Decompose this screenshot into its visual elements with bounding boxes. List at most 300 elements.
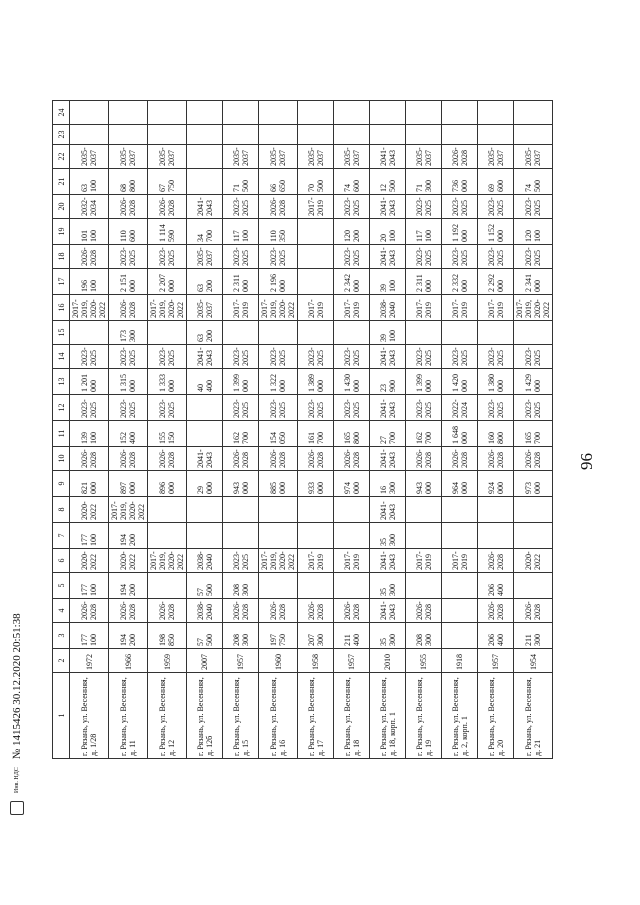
table-cell <box>442 101 478 125</box>
table-cell <box>406 101 442 125</box>
table-cell: 35 300 <box>370 573 406 599</box>
table-cell <box>478 125 514 145</box>
column-number: 14 <box>53 345 70 369</box>
table-cell: 2035-2037 <box>223 145 259 169</box>
address-cell: г. Рязань, ул. Весенняя, д. 20 <box>478 673 514 759</box>
column-number: 13 <box>53 369 70 395</box>
table-cell: 1 315 000 <box>109 369 148 395</box>
table-cell: 2017-2019 <box>298 195 334 219</box>
table-cell: 2035-2037 <box>514 145 553 169</box>
table-cell <box>334 101 370 125</box>
table-cell: 110 600 <box>109 219 148 245</box>
column-number: 18 <box>53 245 70 269</box>
table-cell: 2023-2025 <box>514 245 553 269</box>
table-cell: 2023-2025 <box>259 395 298 421</box>
table-row <box>187 101 223 759</box>
table-cell: 16 300 <box>370 471 406 497</box>
column-number: 4 <box>53 599 70 623</box>
address-cell: г. Рязань, ул. Весенняя, д. 1/28 <box>70 673 109 759</box>
table-cell: 2041-2043 <box>187 447 223 471</box>
table-cell: 2 151 000 <box>109 269 148 295</box>
table-cell: 2020-2022 <box>514 549 553 573</box>
table-cell: 2026-2028 <box>259 599 298 623</box>
table-cell: 2041-2043 <box>370 497 406 523</box>
table-cell: 165 800 <box>334 421 370 447</box>
table-cell <box>148 497 187 523</box>
coat-of-arms-icon <box>10 801 24 815</box>
table-cell: 1 420 000 <box>442 369 478 395</box>
table-cell: 1960 <box>259 649 298 673</box>
table-cell: 974 000 <box>334 471 370 497</box>
table-cell: 2 341 000 <box>514 269 553 295</box>
table-cell: 2 292 000 <box>478 269 514 295</box>
table-cell: 2 311 000 <box>223 269 259 295</box>
table-cell: 2026-2028 <box>259 447 298 471</box>
table-cell <box>148 523 187 549</box>
table-cell <box>298 125 334 145</box>
table-cell: 2026-2028 <box>298 447 334 471</box>
table-cell <box>298 497 334 523</box>
table-cell: 2023-2025 <box>334 395 370 421</box>
address-cell: г. Рязань, ул. Весенняя, д. 18 <box>334 673 370 759</box>
table-cell: 2026-2028 <box>514 599 553 623</box>
table-cell: 2023-2025 <box>406 245 442 269</box>
table-cell: 1957 <box>478 649 514 673</box>
table-cell <box>298 523 334 549</box>
table-cell <box>442 125 478 145</box>
table-cell: 68 800 <box>109 169 148 195</box>
table-cell: 139 100 <box>70 421 109 447</box>
address-cell: г. Рязань, ул. Весенняя, д. 11 <box>109 673 148 759</box>
table-cell: 177 100 <box>70 623 109 649</box>
table-cell: 2017-2019, 2020-2022 <box>70 295 109 321</box>
address-cell: г. Рязань, ул. Весенняя, д. 12 <box>148 673 187 759</box>
table-cell: 27 700 <box>370 421 406 447</box>
number-sign: № <box>11 748 23 760</box>
table-cell <box>478 523 514 549</box>
table-cell: 120 100 <box>514 219 553 245</box>
table-cell: 2035-2037 <box>259 145 298 169</box>
table-cell: 933 000 <box>298 471 334 497</box>
table-cell: 1955 <box>406 649 442 673</box>
table-cell: 1 333 000 <box>148 369 187 395</box>
table-cell: 117 100 <box>406 219 442 245</box>
table-cell <box>70 125 109 145</box>
table-cell <box>514 573 553 599</box>
table-cell: 2023-2025 <box>442 345 478 369</box>
table-cell <box>514 125 553 145</box>
table-cell <box>478 101 514 125</box>
table-cell: 1 322 000 <box>259 369 298 395</box>
table-cell: 2035-2037 <box>109 145 148 169</box>
table-cell: 2023-2025 <box>478 345 514 369</box>
header-row <box>53 101 70 759</box>
page-number: 96 <box>577 453 596 470</box>
table-cell: 2017-2019 <box>223 295 259 321</box>
table-cell: 2023-2025 <box>148 245 187 269</box>
table-cell: 2026-2028 <box>70 245 109 269</box>
table-cell: 2023-2025 <box>478 195 514 219</box>
table-cell: 2023-2025 <box>70 345 109 369</box>
column-number: 23 <box>53 125 70 145</box>
table-cell <box>298 321 334 345</box>
table-cell: 1 430 000 <box>334 369 370 395</box>
table-cell: 2017-2019 <box>298 295 334 321</box>
table-cell: 2026-2028 <box>223 599 259 623</box>
address-cell: г. Рязань, ул. Весенняя, д. 2, корп. 1 <box>442 673 478 759</box>
table-cell <box>478 497 514 523</box>
table-cell <box>70 321 109 345</box>
table-cell: 1 152 000 <box>478 219 514 245</box>
table-cell <box>187 169 223 195</box>
table-cell: 57 500 <box>187 573 223 599</box>
table-cell: 67 750 <box>148 169 187 195</box>
table-cell: 2023-2025 <box>259 245 298 269</box>
table-cell <box>334 573 370 599</box>
table-cell: 2023-2025 <box>223 195 259 219</box>
table-cell: 2 311 000 <box>406 269 442 295</box>
table-cell <box>187 421 223 447</box>
table-cell: 161 700 <box>298 421 334 447</box>
document-number: 1415426 30.12.2020 20:51:38 <box>11 613 23 746</box>
table-cell: 2007 <box>187 649 223 673</box>
table-cell: 2026-2028 <box>109 447 148 471</box>
table-row <box>442 101 478 759</box>
table-cell: 207 300 <box>298 623 334 649</box>
table-cell: 1954 <box>514 649 553 673</box>
table-cell: 2026-2028 <box>442 145 478 169</box>
table-cell: 2017-2019 <box>442 295 478 321</box>
table-cell: 39 100 <box>370 269 406 295</box>
table-cell <box>223 497 259 523</box>
column-number: 2 <box>53 649 70 673</box>
table-cell: 2 207 000 <box>148 269 187 295</box>
table-cell: 162 700 <box>406 421 442 447</box>
table-cell: 943 000 <box>406 471 442 497</box>
table-cell: 2023-2025 <box>478 245 514 269</box>
table-cell <box>334 321 370 345</box>
table-cell: 2026-2028 <box>514 447 553 471</box>
table-cell: 197 750 <box>259 623 298 649</box>
column-number: 5 <box>53 573 70 599</box>
table-cell: 63 200 <box>187 321 223 345</box>
table-cell: 924 000 <box>478 471 514 497</box>
table-cell: 71 300 <box>406 169 442 195</box>
table-cell: 162 700 <box>223 421 259 447</box>
table-cell: 34 700 <box>187 219 223 245</box>
table-cell <box>187 497 223 523</box>
table-cell: 2017-2019, 2020-2022 <box>148 295 187 321</box>
table-cell: 2026-2028 <box>148 195 187 219</box>
table-cell: 2020-2022 <box>70 497 109 523</box>
address-cell: г. Рязань, ул. Весенняя, д. 12б <box>187 673 223 759</box>
table-cell: 1918 <box>442 649 478 673</box>
table-cell: 194 200 <box>109 573 148 599</box>
table-cell <box>406 573 442 599</box>
table-row <box>298 101 334 759</box>
table-cell: 2017-2019 <box>334 295 370 321</box>
table-cell: 206 400 <box>478 573 514 599</box>
table-cell <box>406 523 442 549</box>
table-cell: 101 100 <box>70 219 109 245</box>
table-cell: 2035-2037 <box>187 295 223 321</box>
table-cell <box>148 101 187 125</box>
table-cell: 1957 <box>334 649 370 673</box>
address-cell: г. Рязань, ул. Весенняя, д. 17 <box>298 673 334 759</box>
table-cell <box>298 219 334 245</box>
table-cell <box>514 321 553 345</box>
table-cell: 2023-2025 <box>406 195 442 219</box>
column-number: 17 <box>53 269 70 295</box>
table-row <box>478 101 514 759</box>
table-cell: 35 300 <box>370 623 406 649</box>
table-cell: 1 201 000 <box>70 369 109 395</box>
table-cell: 2023-2025 <box>334 345 370 369</box>
table-cell: 2023-2025 <box>442 245 478 269</box>
table-cell: 57 500 <box>187 623 223 649</box>
table-cell: 2035-2037 <box>298 145 334 169</box>
table-cell <box>148 321 187 345</box>
table-cell: 2026-2028 <box>334 447 370 471</box>
column-number: 11 <box>53 421 70 447</box>
table-cell: 1958 <box>298 649 334 673</box>
column-number: 19 <box>53 219 70 245</box>
table-cell: 206 400 <box>478 623 514 649</box>
table-cell: 208 300 <box>223 573 259 599</box>
column-number: 8 <box>53 497 70 523</box>
table-cell: 173 300 <box>109 321 148 345</box>
table-cell <box>259 497 298 523</box>
table-cell <box>70 101 109 125</box>
table-cell: 2026-2028 <box>148 447 187 471</box>
table-cell: 2041-2043 <box>370 549 406 573</box>
table-cell: 736 000 <box>442 169 478 195</box>
table-cell: 165 700 <box>514 421 553 447</box>
table-cell: 2017-2019 <box>334 549 370 573</box>
table-cell <box>148 125 187 145</box>
table-cell: 2035-2037 <box>334 145 370 169</box>
table-cell <box>334 497 370 523</box>
table-cell: 117 100 <box>223 219 259 245</box>
table-cell <box>298 269 334 295</box>
column-number: 21 <box>53 169 70 195</box>
table-cell <box>187 101 223 125</box>
table-cell: 2017-2019 <box>478 295 514 321</box>
table-cell: 2017-2019 <box>406 295 442 321</box>
table-row <box>514 101 553 759</box>
table-cell: 1 380 000 <box>478 369 514 395</box>
table-cell <box>109 101 148 125</box>
table-cell: 2038-2040 <box>187 549 223 573</box>
table-row <box>148 101 187 759</box>
table-cell: 2 196 000 <box>259 269 298 295</box>
table-cell: 2038-2040 <box>187 599 223 623</box>
table-cell: 2023-2025 <box>148 395 187 421</box>
table-cell: 1 389 000 <box>298 369 334 395</box>
table-cell: 943 000 <box>223 471 259 497</box>
table-cell: 2017-2019 <box>298 549 334 573</box>
column-number: 9 <box>53 471 70 497</box>
table-cell: 2026-2028 <box>259 195 298 219</box>
table-cell: 2041-2043 <box>370 245 406 269</box>
table-row <box>334 101 370 759</box>
table-cell: 2026-2028 <box>148 599 187 623</box>
table-cell: 208 300 <box>406 623 442 649</box>
column-number: 16 <box>53 295 70 321</box>
table-cell <box>442 573 478 599</box>
column-number: 12 <box>53 395 70 421</box>
table-cell: 2023-2025 <box>406 395 442 421</box>
column-number: 20 <box>53 195 70 219</box>
table-cell: 160 800 <box>478 421 514 447</box>
table-row <box>70 101 109 759</box>
table-cell: 177 100 <box>70 573 109 599</box>
table-cell: 2023-2025 <box>514 345 553 369</box>
table-row <box>370 101 406 759</box>
table-cell: 2017-2019, 2020-2022 <box>259 549 298 573</box>
table-cell: 71 500 <box>223 169 259 195</box>
table-cell: 2017-2019, 2020-2022 <box>148 549 187 573</box>
column-number: 10 <box>53 447 70 471</box>
table-cell: 74 600 <box>334 169 370 195</box>
table-cell: 70 500 <box>298 169 334 195</box>
table-cell: 2038-2040 <box>370 295 406 321</box>
table-cell: 2023-2025 <box>223 395 259 421</box>
table-cell: 1 399 000 <box>223 369 259 395</box>
table-cell: 2026-2028 <box>478 549 514 573</box>
table-cell: 23 900 <box>370 369 406 395</box>
table-cell: 35 300 <box>370 523 406 549</box>
table-cell: 2023-2025 <box>223 245 259 269</box>
table-cell: 2041-2043 <box>370 447 406 471</box>
table-cell: 897 000 <box>109 471 148 497</box>
table-cell: 2026-2028 <box>478 447 514 471</box>
table-cell: 74 500 <box>514 169 553 195</box>
table-cell: 120 200 <box>334 219 370 245</box>
column-number: 22 <box>53 145 70 169</box>
table-cell <box>259 321 298 345</box>
table-cell: 2023-2025 <box>223 549 259 573</box>
table-cell: 2041-2043 <box>187 195 223 219</box>
table-cell <box>109 125 148 145</box>
table-cell <box>442 497 478 523</box>
table-cell: 896 000 <box>148 471 187 497</box>
table-cell: 40 400 <box>187 369 223 395</box>
table-cell <box>187 395 223 421</box>
table-cell <box>442 623 478 649</box>
table-cell <box>223 125 259 145</box>
table-cell: 2 342 000 <box>334 269 370 295</box>
table-cell: 69 600 <box>478 169 514 195</box>
table-cell: 2023-2025 <box>259 345 298 369</box>
table-cell: 973 000 <box>514 471 553 497</box>
table-cell: 208 300 <box>223 623 259 649</box>
table-cell: 194 200 <box>109 623 148 649</box>
table-cell: 2017-2019 <box>442 549 478 573</box>
table-cell <box>259 101 298 125</box>
table-cell: 2020-2022 <box>70 549 109 573</box>
table-cell: 2023-2025 <box>298 345 334 369</box>
table-cell <box>406 497 442 523</box>
table-cell: 1 429 000 <box>514 369 553 395</box>
table-cell: 2023-2025 <box>109 345 148 369</box>
table-cell: 1957 <box>223 649 259 673</box>
table-cell: 2041-2043 <box>370 195 406 219</box>
table-cell: 2017-2019, 2020-2022 <box>109 497 148 523</box>
table-cell: 2035-2037 <box>187 245 223 269</box>
column-number: 6 <box>53 549 70 573</box>
address-cell: г. Рязань, ул. Весенняя, д. 21 <box>514 673 553 759</box>
table-cell: 2026-2028 <box>223 447 259 471</box>
table-cell: 29 000 <box>187 471 223 497</box>
table-cell <box>406 321 442 345</box>
table-cell <box>334 125 370 145</box>
table-cell: 2017-2019, 2020-2022 <box>514 295 553 321</box>
table-row <box>223 101 259 759</box>
table-cell: 1966 <box>109 649 148 673</box>
stamp-caption: Инв. НДС <box>14 767 20 793</box>
table-cell <box>187 125 223 145</box>
table-cell: 2023-2025 <box>109 395 148 421</box>
table-cell: 177 100 <box>70 523 109 549</box>
table-cell: 1959 <box>148 649 187 673</box>
table-cell: 155 150 <box>148 421 187 447</box>
table-cell <box>298 573 334 599</box>
table-cell: 194 200 <box>109 523 148 549</box>
table-cell <box>514 523 553 549</box>
table-cell: 2022-2024 <box>442 395 478 421</box>
address-cell: г. Рязань, ул. Весенняя, д. 19 <box>406 673 442 759</box>
table-cell <box>514 101 553 125</box>
table-cell: 2041-2043 <box>370 395 406 421</box>
table-cell: 20 100 <box>370 219 406 245</box>
table-cell: 2026-2028 <box>406 599 442 623</box>
table-cell <box>187 523 223 549</box>
table-cell: 2026-2028 <box>70 599 109 623</box>
table-cell <box>370 125 406 145</box>
footer-stamp <box>10 613 24 815</box>
address-cell: г. Рязань, ул. Весенняя, д. 15 <box>223 673 259 759</box>
table-cell: 2035-2037 <box>70 145 109 169</box>
table-cell: 2026-2028 <box>70 447 109 471</box>
table-cell <box>334 523 370 549</box>
table-cell: 2026-2028 <box>478 599 514 623</box>
table-cell: 2035-2037 <box>478 145 514 169</box>
table-cell: 2026-2028 <box>298 599 334 623</box>
table-cell: 2020-2022 <box>109 549 148 573</box>
table-cell: 2023-2025 <box>223 345 259 369</box>
table-cell: 2023-2025 <box>514 395 553 421</box>
table-cell: 2026-2028 <box>109 599 148 623</box>
table-cell <box>259 125 298 145</box>
table-cell: 2023-2025 <box>442 195 478 219</box>
table-cell: 2035-2037 <box>406 145 442 169</box>
column-number: 15 <box>53 321 70 345</box>
table-cell: 1972 <box>70 649 109 673</box>
column-number: 1 <box>53 673 70 759</box>
table-cell <box>187 145 223 169</box>
table-cell: 2026-2028 <box>442 447 478 471</box>
table-cell: 2035-2037 <box>148 145 187 169</box>
table-cell <box>298 101 334 125</box>
table-cell: 66 650 <box>259 169 298 195</box>
table-cell: 2023-2025 <box>70 395 109 421</box>
table-cell: 821 000 <box>70 471 109 497</box>
table-cell: 2041-2043 <box>370 145 406 169</box>
document-id <box>11 613 23 759</box>
table-cell: 2023-2025 <box>334 245 370 269</box>
table-cell <box>298 245 334 269</box>
